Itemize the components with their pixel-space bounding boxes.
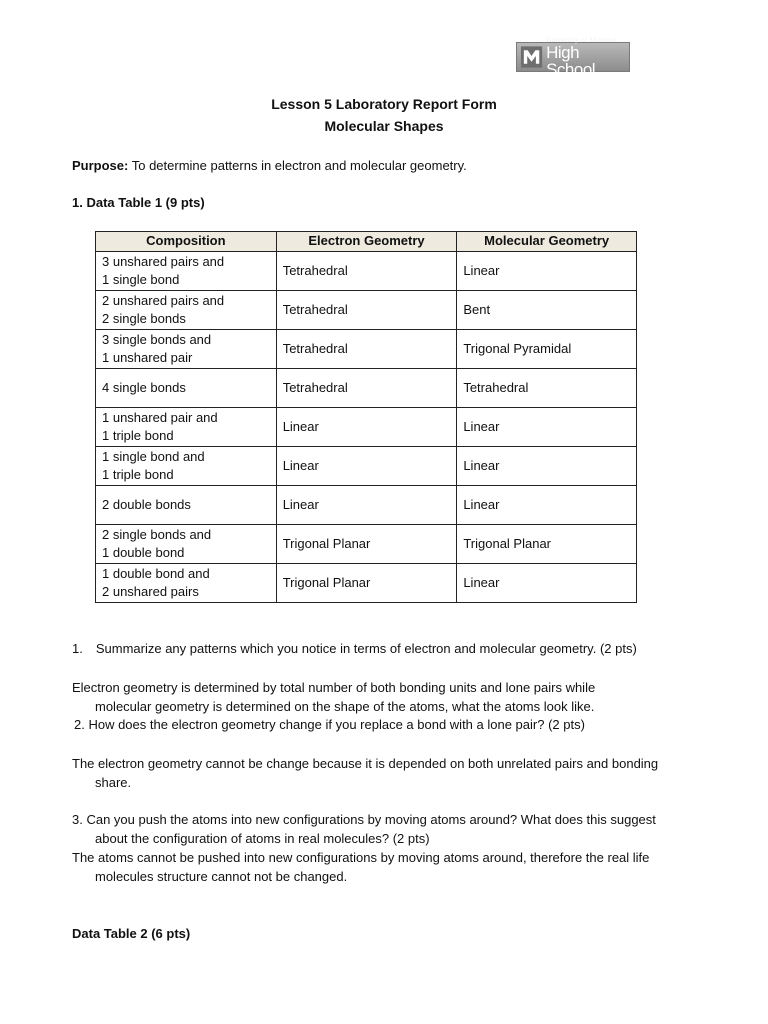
- question-2: 2. How does the electron geometry change if you replace a bond with a lone pair? (2 pts): [74, 717, 585, 732]
- table-row: [96, 291, 637, 330]
- cell-composition: 3 single bonds and 1 unshared pair: [96, 330, 277, 369]
- cell-molecular-geometry: Linear: [457, 252, 637, 291]
- cell-electron-geometry: Tetrahedral: [276, 369, 457, 408]
- university-crest-icon: [520, 45, 543, 69]
- table-row: [96, 252, 637, 291]
- logo-top-text: University of Missouri: [546, 34, 617, 44]
- question-1-number: 1.: [72, 641, 83, 656]
- cell-electron-geometry: Tetrahedral: [276, 291, 457, 330]
- cell-composition: 1 single bond and 1 triple bond: [96, 447, 277, 486]
- purpose-text: To determine patterns in electron and molecular geometry.: [128, 158, 467, 173]
- cell-composition: 1 unshared pair and 1 triple bond: [96, 408, 277, 447]
- cell-electron-geometry: Trigonal Planar: [276, 564, 457, 603]
- cell-molecular-geometry: Tetrahedral: [457, 369, 637, 408]
- cell-electron-geometry: Tetrahedral: [276, 330, 457, 369]
- cell-composition: 2 double bonds: [96, 486, 277, 525]
- cell-electron-geometry: Linear: [276, 408, 457, 447]
- cell-electron-geometry: Trigonal Planar: [276, 525, 457, 564]
- answer-2: The electron geometry cannot be change because it is depended on both unrelated pairs and bonding share.: [72, 756, 659, 790]
- table-header-row: [96, 232, 637, 252]
- cell-composition: 1 double bond and 2 unshared pairs: [96, 564, 277, 603]
- cell-molecular-geometry: Bent: [457, 291, 637, 330]
- cell-molecular-geometry: Linear: [457, 408, 637, 447]
- question-3: 3. Can you push the atoms into new configurations by moving atoms around? What does this suggest about the configuration of atoms in real molecules? (2 pts): [72, 812, 656, 846]
- cell-composition: 3 unshared pairs and 1 single bond: [96, 252, 277, 291]
- purpose-label: Purpose:: [72, 158, 129, 173]
- school-logo: [516, 34, 630, 80]
- header-composition: Composition: [96, 232, 277, 252]
- cell-molecular-geometry: Linear: [457, 486, 637, 525]
- table-row: [96, 408, 637, 447]
- cell-composition: 2 unshared pairs and 2 single bonds: [96, 291, 277, 330]
- table-row: [96, 525, 637, 564]
- cell-molecular-geometry: Trigonal Planar: [457, 525, 637, 564]
- table-row: [96, 486, 637, 525]
- cell-electron-geometry: Tetrahedral: [276, 252, 457, 291]
- cell-composition: 4 single bonds: [96, 369, 277, 408]
- header-molecular-geometry: Molecular Geometry: [457, 232, 637, 252]
- table1-heading: 1. Data Table 1 (9 pts): [72, 195, 205, 210]
- answer-3: The atoms cannot be pushed into new configurations by moving atoms around, therefore the real life molecules structure cannot not be changed.: [72, 850, 650, 884]
- question-1-text: Summarize any patterns which you notice in terms of electron and molecular geometry. (2 pts): [95, 641, 637, 656]
- cell-electron-geometry: Linear: [276, 486, 457, 525]
- purpose-line: [72, 157, 712, 176]
- table-row: [96, 447, 637, 486]
- cell-molecular-geometry: Linear: [457, 447, 637, 486]
- page-title: Lesson 5 Laboratory Report Form: [271, 96, 497, 112]
- cell-electron-geometry: Linear: [276, 447, 457, 486]
- table2-heading: Data Table 2 (6 pts): [72, 926, 191, 941]
- header-electron-geometry: Electron Geometry: [276, 232, 457, 252]
- cell-molecular-geometry: Trigonal Pyramidal: [457, 330, 637, 369]
- cell-molecular-geometry: Linear: [457, 564, 637, 603]
- table-row: [96, 330, 637, 369]
- table-row: [96, 564, 637, 603]
- question-1: [72, 640, 712, 659]
- answer-1: Electron geometry is determined by total number of both bonding units and lone pairs while molecular geometry is determined on the shape of the atoms, what the atoms look like.: [72, 680, 596, 714]
- data-table-1: [95, 231, 637, 603]
- cell-composition: 2 single bonds and 1 double bond: [96, 525, 277, 564]
- table-row: [96, 369, 637, 408]
- page-subtitle: Molecular Shapes: [324, 118, 444, 134]
- logo-main-text: High School: [546, 43, 596, 80]
